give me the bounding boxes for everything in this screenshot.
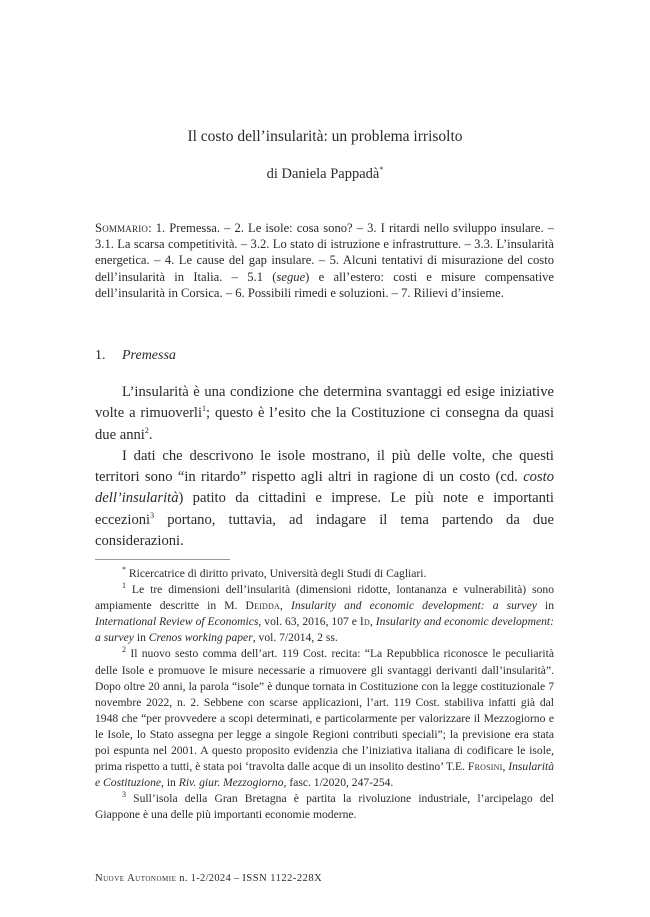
footnote-text: , <box>369 615 376 629</box>
section-title: Premessa <box>122 348 176 363</box>
summary-segue: segue <box>276 269 306 284</box>
cited-journal: Riv. giur. Mezzogiorno <box>178 776 284 790</box>
footnote-text: Sull’isola della Gran Bretagna è partita la rivoluzione industriale, l’arcipelago del Giappone è una delle più importanti economie moderne. <box>95 792 554 822</box>
footnote-ref: 1 <box>202 404 207 414</box>
author-footnote-mark: * <box>379 165 384 174</box>
footnote-mark: 1 <box>122 581 126 591</box>
paragraph <box>95 382 554 446</box>
body-text <box>95 382 554 552</box>
paragraph-text: L’insularità è una condizione che determina svantaggi ed esige iniziative volte a rimuoverli <box>95 384 554 422</box>
cited-title: Insularity and economic development: a survey <box>95 615 555 645</box>
footnote-text: in <box>133 631 149 645</box>
cited-author: Deidda <box>245 599 280 613</box>
footnote-2 <box>95 646 554 791</box>
footnote-mark: 2 <box>122 645 126 655</box>
footnote-author <box>95 566 554 582</box>
summary <box>95 220 554 301</box>
footnote-3 <box>95 791 554 823</box>
footnotes <box>95 566 554 824</box>
footnote-text: , in <box>161 776 179 790</box>
article-author <box>0 165 650 183</box>
footnote-text: Le tre dimensioni dell’insularità (dimensioni ridotte, lontananza e vulnerabilità) sono ampiamente descritte in M. <box>95 583 554 613</box>
summary-text: : 1. Premessa. – 2. Le isole: cosa sono? – 3. I ritardi nello sviluppo insulare. – 3.1. La scarsa competitività. – 3.2. Lo stato di istruzione e infrastrutture. – 3.3. L’insularità energetica. – 4. Le cause del gap insulare. – 5. Alcuni tentativi di misurazione del costo dell’insularità in Italia. – 5.1 ( <box>95 221 554 284</box>
cited-author: Id <box>359 615 370 629</box>
journal-issue: n. 1-2/2024 – <box>176 873 243 884</box>
footnote-1 <box>95 582 554 646</box>
section-heading <box>95 348 554 364</box>
footnote-ref: 2 <box>144 425 149 435</box>
footnote-mark: * <box>122 565 126 575</box>
paragraph-italic: costo dell’insularità <box>95 469 554 507</box>
paragraph-text: ) patito da cittadini e imprese. Le più note e importanti eccezioni <box>95 490 554 528</box>
cited-journal: Crenos working paper <box>148 631 253 645</box>
paragraph-text: . <box>148 426 153 443</box>
footnote-divider <box>95 559 230 560</box>
footnote-mark: 3 <box>122 790 126 800</box>
paragraph-text: portano, tuttavia, ad indagare il tema partendo da due considerazioni. <box>95 511 554 550</box>
article-title: Il costo dell’insularità: un problema irrisolto <box>187 128 463 145</box>
cited-title: Insularità e Costituzione <box>95 760 555 790</box>
journal-issn: ISSN 1122-228X <box>242 873 323 884</box>
page-footer <box>95 873 322 884</box>
paragraph-text: ; questo è l’esito che la Costituzione ci consegna da quasi due anni <box>95 405 554 443</box>
cited-journal: International Review of Economics <box>95 615 259 629</box>
summary-text-end: ) e all’estero: costi e misure compensative dell’insularità in Corsica. – 6. Possibili rimedi e soluzioni. – 7. Rilievi d’insieme. <box>95 269 554 300</box>
footnote-ref: 3 <box>150 510 155 520</box>
footnote-text: , <box>502 760 509 774</box>
author-name: di Daniela Pappadà <box>266 165 380 182</box>
footnote-text: in <box>536 599 554 613</box>
cited-author: Frosini <box>467 760 503 774</box>
footnote-text: Il nuovo sesto comma dell’art. 119 Cost. recita: “La Repubblica riconosce le peculiarità delle Isole e promuove le misure necessarie a rimuovere gli svantaggi derivanti dall’insularità”. Dopo oltre 20 anni, la parola “isole” è dunque tornata in Costituzione con la legge costituzionale 7 novembre 2022, n. 2. Sebbene con scarse applicazioni, l’art. 119 Cost. stabiliva infatti già dal 1948 che “per provvedere a scopi determinati, e particolarmente per valorizzare il Mezzogiorno e le Isole, lo Stato assegna per legge a singole Regioni contributi speciali”; la previsione era stata poi espunta nel 2001. A questo proposito evidenzia che l’iniziativa italiana di codificare le isole, prima rispetto a tutti, è stata poi ‘travolta dalle acque di un insolito destino’ T.E. <box>95 647 554 774</box>
footnote-text: , vol. 7/2014, 2 ss. <box>252 631 338 645</box>
footnote-text: , vol. 63, 2016, 107 e <box>258 615 360 629</box>
journal-name: Nuove Autonomie <box>95 873 177 884</box>
section-number: 1. <box>95 348 106 363</box>
footnote-text: Ricercatrice di diritto privato, Università degli Studi di Cagliari. <box>126 567 427 580</box>
paragraph <box>95 446 554 552</box>
footnote-text: , <box>280 599 291 613</box>
paragraph-text: I dati che descrivono le isole mostrano, il più delle volte, che questi territori sono “in ritardo” rispetto agli altri in ragione di un costo (cd. <box>95 447 554 486</box>
footnote-text: , fasc. 1/2020, 247-254. <box>283 776 394 790</box>
cited-title: Insularity and economic development: a survey <box>291 599 537 613</box>
summary-label: Sommario <box>95 221 149 235</box>
